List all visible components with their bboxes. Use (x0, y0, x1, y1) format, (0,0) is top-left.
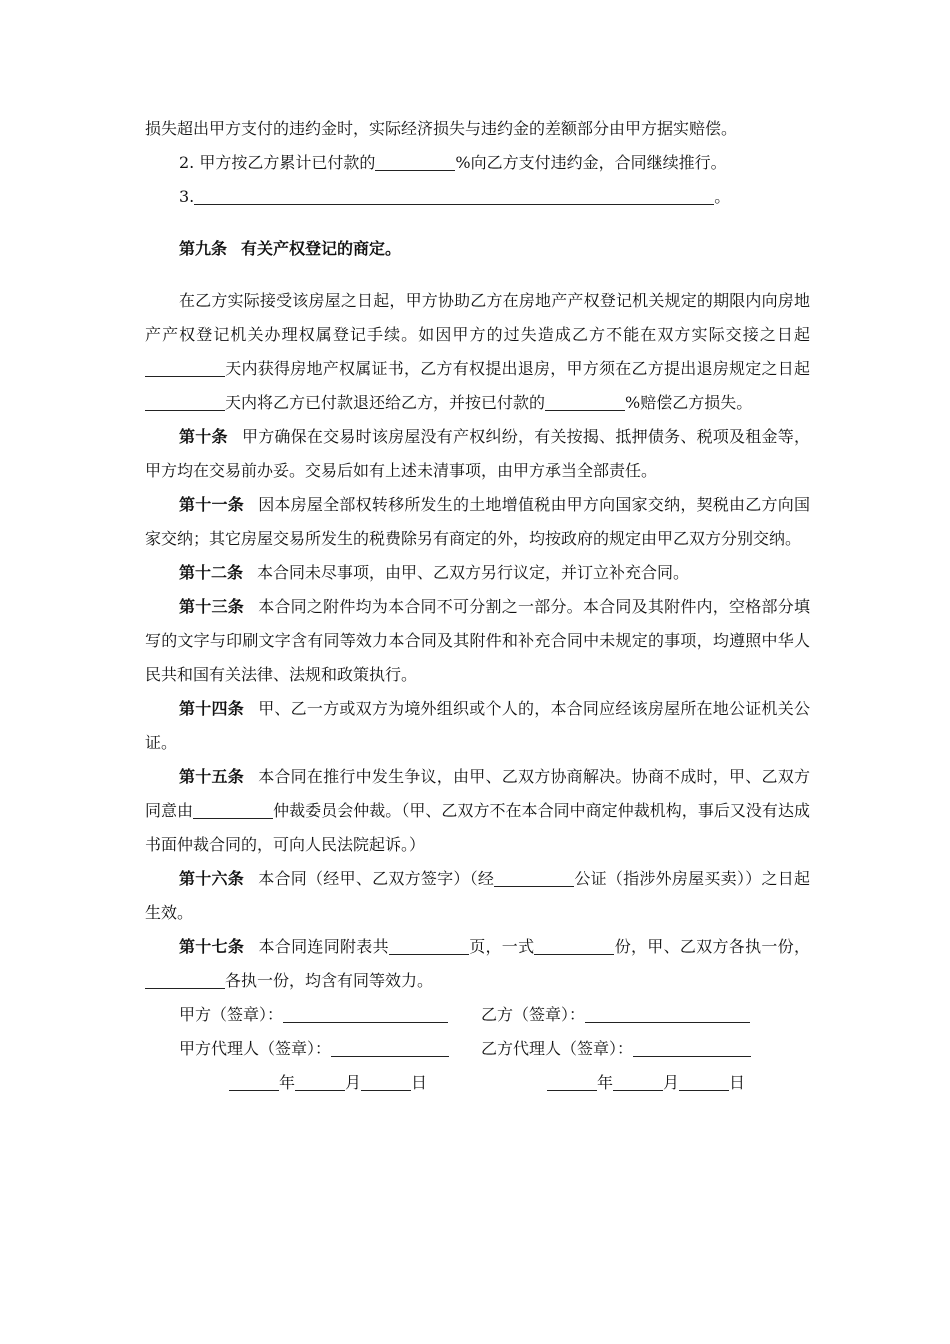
agent-a-label: 甲方代理人（签章）： (179, 1039, 332, 1058)
day-field-b[interactable] (679, 1072, 729, 1091)
article-15-text-a: 本合同在推行中发生争议，由甲、乙双方协商解决。协商不成时，甲、乙双方同意由 (145, 767, 810, 820)
percent-blank-2[interactable] (545, 392, 625, 411)
article-12-text: 本合同未尽事项，由甲、乙双方另行议定，并订立补充合同。 (257, 563, 690, 582)
item-2-text-a: 2. 甲方按乙方累计已付款的 (179, 153, 376, 172)
article-15-title: 第十五条 (179, 767, 244, 786)
day-field-a[interactable] (361, 1072, 411, 1091)
paragraph-continued: 损失超出甲方支付的违约金时，实际经济损失与违约金的差额部分由甲方据实赔偿。 (145, 119, 738, 138)
article-12 (145, 556, 810, 590)
days-blank-2[interactable] (145, 392, 225, 411)
article-9-text-b: 天内获得房地产权属证书，乙方有权提出退房，甲方须在乙方提出退房规定之日起 (225, 359, 810, 378)
pages-blank[interactable] (389, 936, 469, 955)
year-field-b[interactable] (547, 1072, 597, 1091)
month-field-b[interactable] (613, 1072, 663, 1091)
agent-a-sign-field[interactable] (331, 1038, 449, 1057)
article-9-title: 第九条 (179, 239, 228, 258)
article-17 (145, 930, 810, 998)
party-a-label: 甲方（签章）： (179, 1005, 284, 1024)
signature-row (145, 998, 810, 1032)
arbitration-blank[interactable] (193, 800, 273, 819)
article-9-text-d: %赔偿乙方损失。 (625, 393, 753, 412)
party-b-date (547, 1066, 745, 1100)
agent-a-signature (179, 1032, 449, 1066)
notary-blank[interactable] (494, 868, 574, 887)
article-11 (145, 488, 810, 556)
article-14-title: 第十四条 (179, 699, 244, 718)
agent-row (145, 1032, 810, 1066)
article-13-text: 本合同之附件均为本合同不可分割之一部分。本合同及其附件内，空格部分填写的文字与印刷文字含有同等效力本合同及其附件和补充合同中未规定的事项，均遵照中华人民共和国有关法律、法规和政策执行。 (145, 597, 810, 684)
article-16 (145, 862, 810, 930)
article-10-text: 甲方确保在交易时该房屋没有产权纠纷，有关按揭、抵押债务、税项及租金等，甲方均在交易前办妥。交易后如有上述未清事项，由甲方承当全部责任。 (145, 427, 810, 480)
party-b-sign-field[interactable] (585, 1004, 750, 1023)
year-field-a[interactable] (229, 1072, 279, 1091)
article-9-heading-text: 有关产权登记的商定。 (241, 239, 402, 258)
article-16-text-b: 公证（指涉外房屋买卖））之日起生效。 (145, 869, 810, 922)
year-label-a: 年 (279, 1073, 296, 1092)
article-14-text: 甲、乙一方或双方为境外组织或个人的，本合同应经该房屋所在地公证机关公证。 (145, 699, 810, 752)
article-17-text-d: 各执一份，均含有同等效力。 (225, 971, 434, 990)
percent-blank[interactable] (375, 152, 455, 171)
article-9-text-a: 在乙方实际接受该房屋之日起，甲方协助乙方在房地产产权登记机关规定的期限内向房地产产权登记机关办理权属登记手续。如因甲方的过失造成乙方不能在双方实际交接之日起 (145, 291, 810, 344)
article-10 (145, 420, 810, 488)
days-blank-1[interactable] (145, 358, 225, 377)
party-a-signature (179, 998, 448, 1032)
contract-page (145, 112, 810, 1100)
day-label-b: 日 (729, 1073, 746, 1092)
party-b-label: 乙方（签章）： (481, 1005, 586, 1024)
party-a-sign-field[interactable] (283, 1004, 448, 1023)
article-10-title: 第十条 (179, 427, 228, 446)
article-17-title: 第十七条 (179, 937, 245, 956)
agent-b-label: 乙方代理人（签章）： (481, 1039, 634, 1058)
article-17-text-a: 本合同连同附表共 (258, 937, 389, 956)
article-13-title: 第十三条 (179, 597, 244, 616)
article-16-title: 第十六条 (179, 869, 245, 888)
holder-blank[interactable] (145, 970, 225, 989)
item-3-blank[interactable] (194, 186, 714, 205)
article-9-text-c: 天内将乙方已付款退还给乙方，并按已付款的 (225, 393, 546, 412)
article-14 (145, 692, 810, 760)
article-12-title: 第十二条 (179, 563, 244, 582)
month-label-b: 月 (663, 1073, 680, 1092)
article-17-text-b: 页，一式 (468, 937, 535, 956)
month-field-a[interactable] (295, 1072, 345, 1091)
item-3-end: 。 (714, 187, 731, 206)
article-9-heading (145, 232, 810, 266)
article-16-text-a: 本合同（经甲、乙双方签字）（经 (258, 869, 495, 888)
item-3-label: 3. (179, 187, 195, 206)
article-17-text-c: 份，甲、乙双方各执一份， (614, 937, 810, 956)
copies-blank[interactable] (534, 936, 614, 955)
article-15-text-b: 仲裁委员会仲裁。（甲、乙双方不在本合同中商定仲裁机构，事后又没有达成书面仲裁合同的，可向人民法院起诉。） (145, 801, 810, 854)
article-11-text: 因本房屋全部权转移所发生的土地增值税由甲方向国家交纳，契税由乙方向国家交纳；其它房屋交易所发生的税费除另有商定的外，均按政府的规定由甲乙双方分别交纳。 (145, 495, 810, 548)
agent-b-signature (481, 1032, 751, 1066)
clause-item-2 (145, 146, 810, 180)
day-label-a: 日 (411, 1073, 428, 1092)
item-2-text-b: %向乙方支付违约金，合同继续推行。 (455, 153, 727, 172)
agent-b-sign-field[interactable] (633, 1038, 751, 1057)
date-row (145, 1066, 810, 1100)
party-b-signature (481, 998, 750, 1032)
article-9-body (145, 284, 810, 420)
article-13 (145, 590, 810, 692)
article-15 (145, 760, 810, 862)
clause-item-3 (145, 180, 810, 214)
party-a-date (229, 1066, 427, 1100)
year-label-b: 年 (597, 1073, 614, 1092)
article-11-title: 第十一条 (179, 495, 244, 514)
month-label-a: 月 (345, 1073, 362, 1092)
